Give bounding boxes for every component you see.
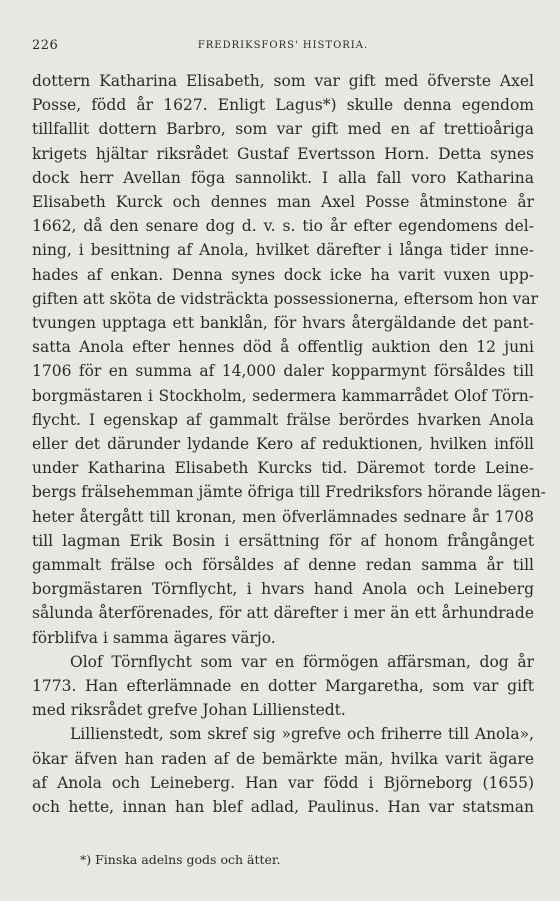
text-line: flycht. I egenskap af gammalt frälse berördes hvarken Anola bbox=[32, 410, 534, 429]
text-line: ning, i besittning af Anola, hvilket därefter i långa tider inne- bbox=[32, 241, 534, 260]
running-title: FREDRIKSFORS' HISTORIA. bbox=[197, 40, 369, 51]
text-line: krigets hjältar riksrådet Gustaf Evertsson Horn. Detta synes bbox=[32, 144, 534, 163]
text-line: tvungen upptaga ett banklån, för hvars återgäldande det pant- bbox=[32, 314, 534, 333]
text-line: förblifva i samma ägares värjo. bbox=[32, 628, 276, 647]
text-line: Lillienstedt, som skref sig »grefve och friherre till Anola», bbox=[70, 725, 534, 744]
text-line: tillfallit dottern Barbro, som var gift med en af trettioåriga bbox=[32, 120, 534, 139]
text-line: giften att sköta de vidsträckta possessionerna, eftersom hon var bbox=[32, 289, 539, 308]
text-line: borgmästaren i Stockholm, sedermera kammarrådet Olof Törn- bbox=[32, 386, 534, 405]
text-line: sålunda återförenades, för att därefter i mer än ett århundrade bbox=[32, 604, 534, 623]
text-line: af Anola och Leineberg. Han var född i Björneborg (1655) bbox=[32, 773, 534, 792]
text-line: dock herr Avellan föga sannolikt. I alla fall voro Katharina bbox=[32, 168, 534, 187]
page-number: 226 bbox=[32, 38, 59, 53]
text-line: heter återgått till kronan, men öfverlämnades sednare år 1708 bbox=[32, 507, 534, 526]
footnote: *) Finska adelns gods och ätter. bbox=[80, 852, 281, 867]
text-line: 1706 för en summa af 14,000 daler kopparmynt försåldes till bbox=[32, 362, 534, 381]
text-line: Elisabeth Kurck och dennes man Axel Posse åtminstone år bbox=[32, 193, 534, 212]
body-text bbox=[32, 69, 546, 819]
text-line: satta Anola efter hennes död å offentlig auktion den 12 juni bbox=[32, 338, 534, 357]
text-line: hades af enkan. Denna synes dock icke ha varit vuxen upp- bbox=[32, 265, 534, 284]
text-line: gammalt frälse och försåldes af denne redan samma år till bbox=[32, 556, 534, 575]
text-line: borgmästaren Törnflycht, i hvars hand Anola och Leineberg bbox=[32, 580, 534, 599]
text-line: eller det därunder lydande Kero af reduktionen, hvilken inföll bbox=[32, 435, 534, 454]
text-line: under Katharina Elisabeth Kurcks tid. Däremot torde Leine- bbox=[32, 459, 534, 478]
text-line: 1773. Han efterlämnade en dotter Margaretha, som var gift bbox=[32, 677, 534, 696]
text-line: 1662, då den senare dog d. v. s. tio år efter egendomens del- bbox=[32, 217, 534, 236]
text-line: Posse, född år 1627. Enligt Lagus*) skulle denna egendom bbox=[32, 96, 534, 115]
text-line: dottern Katharina Elisabeth, som var gift med öfverste Axel bbox=[32, 72, 534, 90]
text-line: till lagman Erik Bosin i ersättning för af honom frångånget bbox=[32, 531, 534, 550]
text-line: Olof Törnflycht som var en förmögen affärsman, dog år bbox=[70, 652, 534, 671]
text-line: med riksrådet grefve Johan Lillienstedt. bbox=[32, 701, 346, 720]
text-line: ökar äfven han raden af de bemärkte män, hvilka varit ägare bbox=[32, 749, 534, 768]
text-line: bergs frälsehemman jämte öfriga till Fredriksfors hörande lägen- bbox=[32, 483, 546, 502]
text-line: och hette, innan han blef adlad, Paulinus. Han var statsman bbox=[32, 798, 534, 817]
page-header bbox=[32, 38, 534, 56]
